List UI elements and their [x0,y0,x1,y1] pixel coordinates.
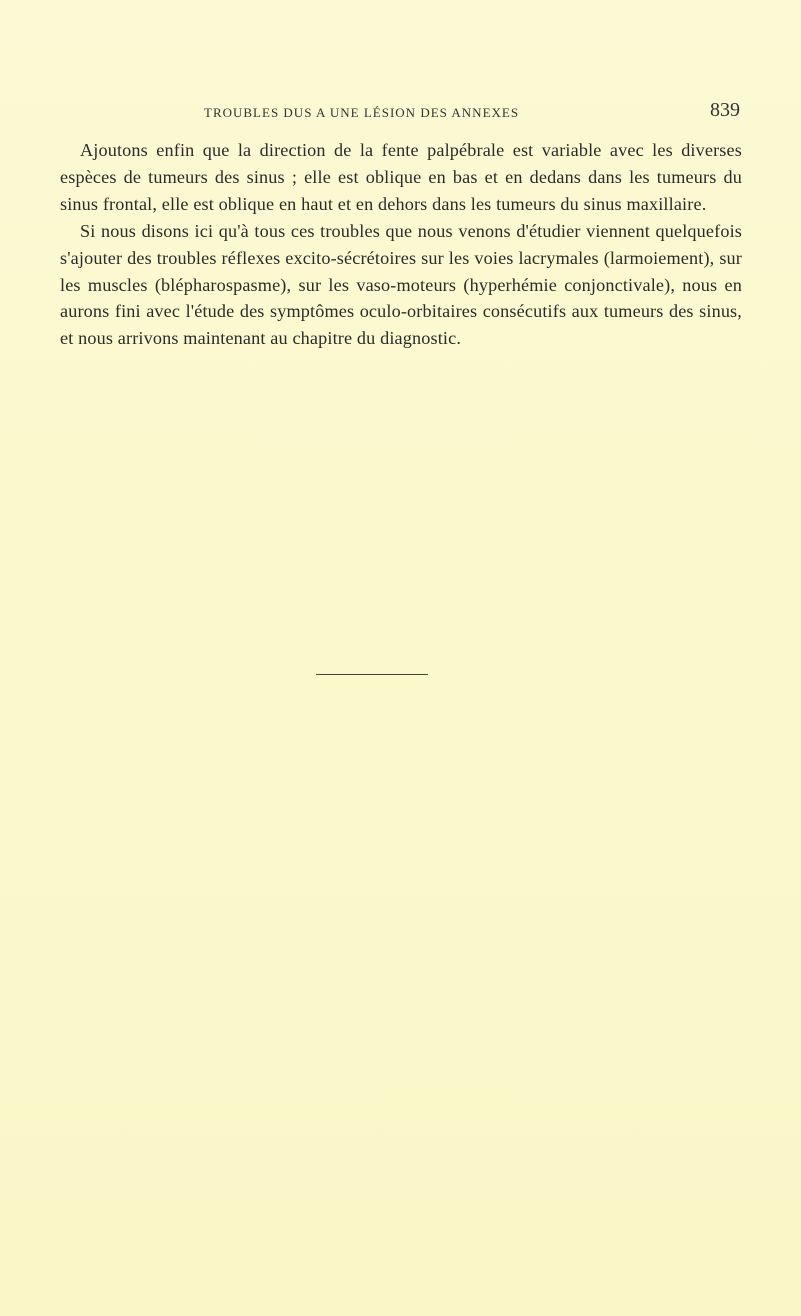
paragraph: Ajoutons enfin que la direction de la fente palpébrale est variable avec les diverses espèces de tumeurs des sinus ; elle est oblique en bas et en dedans dans les tumeurs du sinus frontal, elle est oblique en haut et en dehors dans les tumeurs du sinus maxillaire. [60,140,742,214]
page-number: 839 [710,99,740,121]
paragraph: Si nous disons ici qu'à tous ces troubles que nous venons d'étudier viennent quelquefois s'ajouter des troubles réflexes excito-sécrétoires sur les voies lacrymales (larmoiement), sur les muscles (blépharospasme), sur les vaso-moteurs (hyperhémie conjonctivale), nous en aurons fini avec l'étude des symptômes oculo-orbitaires consécutifs aux tumeurs des sinus, et nous arrivons maintenant au chapitre du diagnostic. [60,220,742,349]
body-text [60,137,742,352]
section-end-rule [316,674,428,675]
running-head [60,99,740,127]
running-title: TROUBLES DUS A UNE LÉSION DES ANNEXES [204,105,520,120]
